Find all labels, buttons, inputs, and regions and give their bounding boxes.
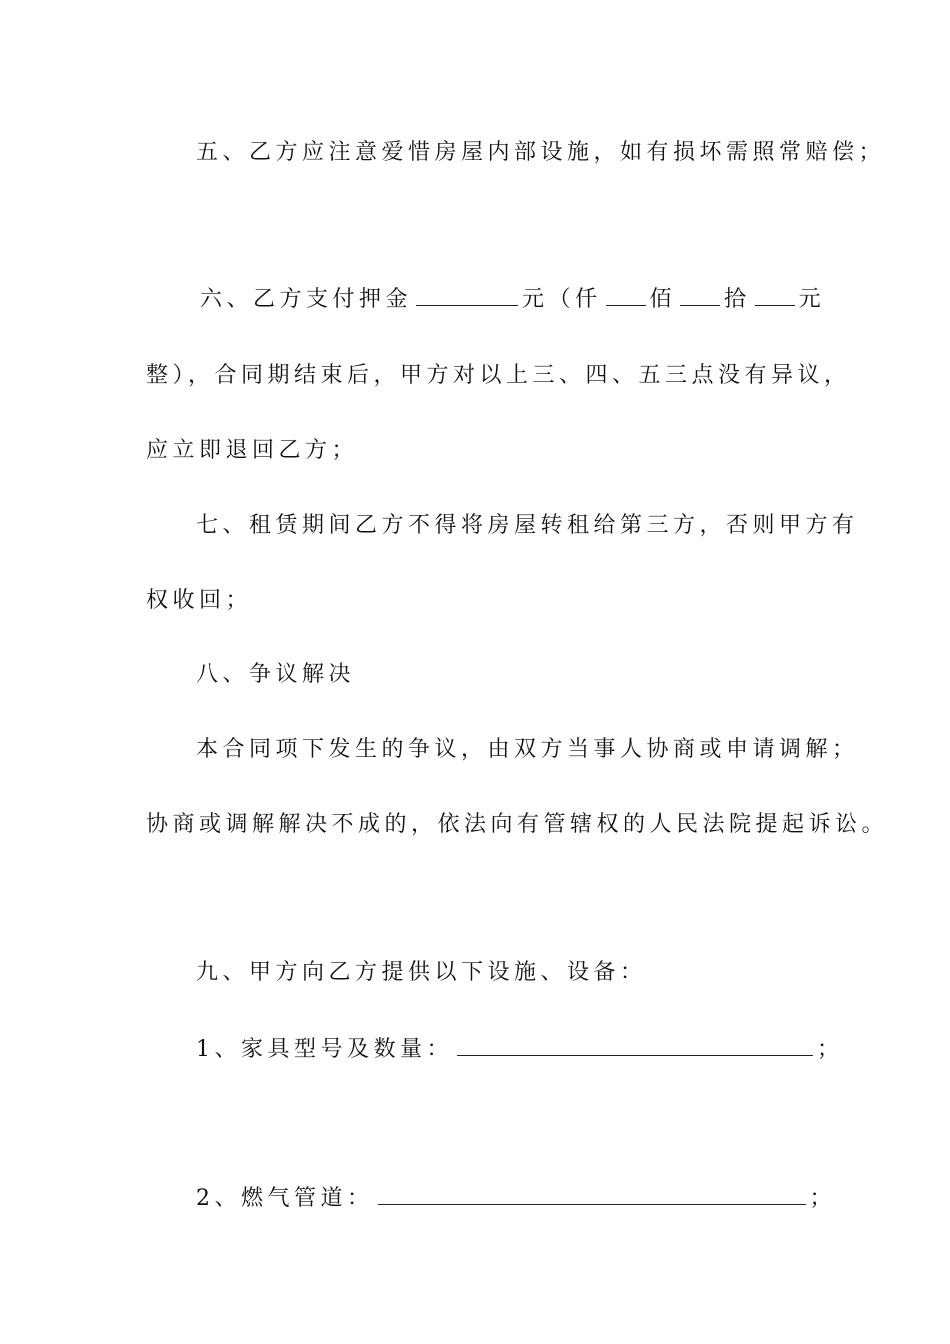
clause-6-line-1: 六、乙方支付押金 元（仟 佰 拾 元 [200, 287, 826, 312]
clause-9-item-2: 2、燃气管道： ； [196, 1186, 837, 1211]
clause-5: 五、乙方应注意爱惜房屋内部设施，如有损坏需照常赔偿； [196, 140, 886, 165]
hundreds-blank [680, 285, 720, 306]
clause-9-item-1: 1、家具型号及数量： ； [196, 1037, 844, 1062]
clause-9-heading: 九、甲方向乙方提供以下设施、设备： [196, 960, 647, 985]
tens-blank [755, 285, 795, 306]
clause-8-line-2: 协商或调解解决不成的，依法向有管辖权的人民法院提起诉讼。 [146, 812, 889, 837]
furniture-blank [457, 1035, 813, 1056]
clause-7-line-1: 七、租赁期间乙方不得将房屋转租给第三方，否则甲方有 [196, 513, 859, 538]
clause-6-line-3: 应立即退回乙方； [146, 438, 359, 463]
thousands-blank [606, 285, 646, 306]
gas-pipeline-blank [378, 1184, 806, 1205]
clause-8-line-1: 本合同项下发生的争议，由双方当事人协商或申请调解； [196, 737, 859, 762]
clause-7-line-2: 权收回； [146, 588, 253, 613]
clause-6-line-2: 整），合同期结束后，甲方对以上三、四、五三点没有异议， [146, 363, 851, 388]
clause-8-heading: 八、争议解决 [196, 662, 356, 687]
deposit-amount-blank [416, 285, 518, 306]
